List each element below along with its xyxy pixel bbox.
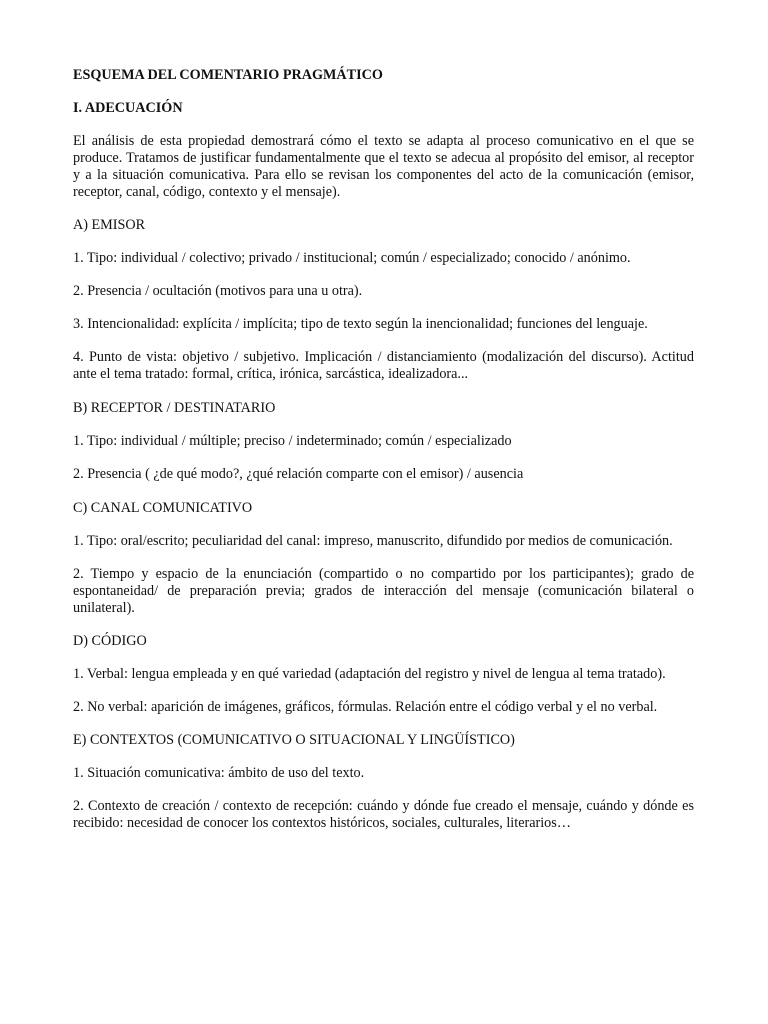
canal-heading: C) CANAL COMUNICATIVO: [73, 500, 253, 516]
receptor-heading: B) RECEPTOR / DESTINATARIO: [73, 400, 276, 416]
contextos-item-1: 1. Situación comunicativa: ámbito de uso del texto.: [73, 765, 365, 781]
canal-item-2: 2. Tiempo y espacio de la enunciación (compartido o no compartido por los participantes); grado de espontaneidad/ de preparación previa; grados de interacción del mensaje (comunicación bilateral o unilateral).: [73, 566, 694, 616]
document-title: ESQUEMA DEL COMENTARIO PRAGMÁTICO: [73, 67, 383, 83]
codigo-item-2: 2. No verbal: aparición de imágenes, gráficos, fórmulas. Relación entre el código verbal y el no verbal.: [73, 699, 658, 715]
document-page: [73, 67, 694, 832]
contextos-item-2: 2. Contexto de creación / contexto de recepción: cuándo y dónde fue creado el mensaje, cuándo y dónde es recibido: necesidad de conocer los contextos históricos, sociales, culturales, literarios…: [73, 798, 694, 831]
canal-item-1: 1. Tipo: oral/escrito; peculiaridad del canal: impreso, manuscrito, difundido por medios de comunicación.: [73, 533, 673, 549]
emisor-item-2: 2. Presencia / ocultación (motivos para una u otra).: [73, 283, 363, 299]
codigo-item-1: 1. Verbal: lengua empleada y en qué variedad (adaptación del registro y nivel de lengua al tema tratado).: [73, 666, 666, 682]
emisor-item-4: 4. Punto de vista: objetivo / subjetivo. Implicación / distanciamiento (modalización del discurso). Actitud ante el tema tratado: formal, crítica, irónica, sarcástica, idealizadora...: [73, 349, 694, 382]
contextos-heading: E) CONTEXTOS (COMUNICATIVO O SITUACIONAL Y LINGÜÍSTICO): [73, 732, 515, 748]
emisor-heading: A) EMISOR: [73, 217, 146, 233]
emisor-item-1: 1. Tipo: individual / colectivo; privado / institucional; común / especializado; conocido / anónimo.: [73, 250, 631, 266]
receptor-item-2: 2. Presencia ( ¿de qué modo?, ¿qué relación comparte con el emisor) / ausencia: [73, 466, 524, 482]
section-heading: I. ADECUACIÓN: [73, 100, 183, 116]
intro-paragraph: El análisis de esta propiedad demostrará cómo el texto se adapta al proceso comunicativo en el que se produce. Tratamos de justificar fundamentalmente que el texto se adecua al propósito del emisor, al receptor y a la situación comunicativa. Para ello se revisan los componentes del acto de la comunicación (emisor, receptor, canal, código, contexto y el mensaje).: [73, 133, 694, 200]
codigo-heading: D) CÓDIGO: [73, 633, 147, 649]
receptor-item-1: 1. Tipo: individual / múltiple; preciso / indeterminado; común / especializado: [73, 433, 512, 449]
emisor-item-3: 3. Intencionalidad: explícita / implícita; tipo de texto según la inencionalidad; funciones del lenguaje.: [73, 316, 648, 332]
